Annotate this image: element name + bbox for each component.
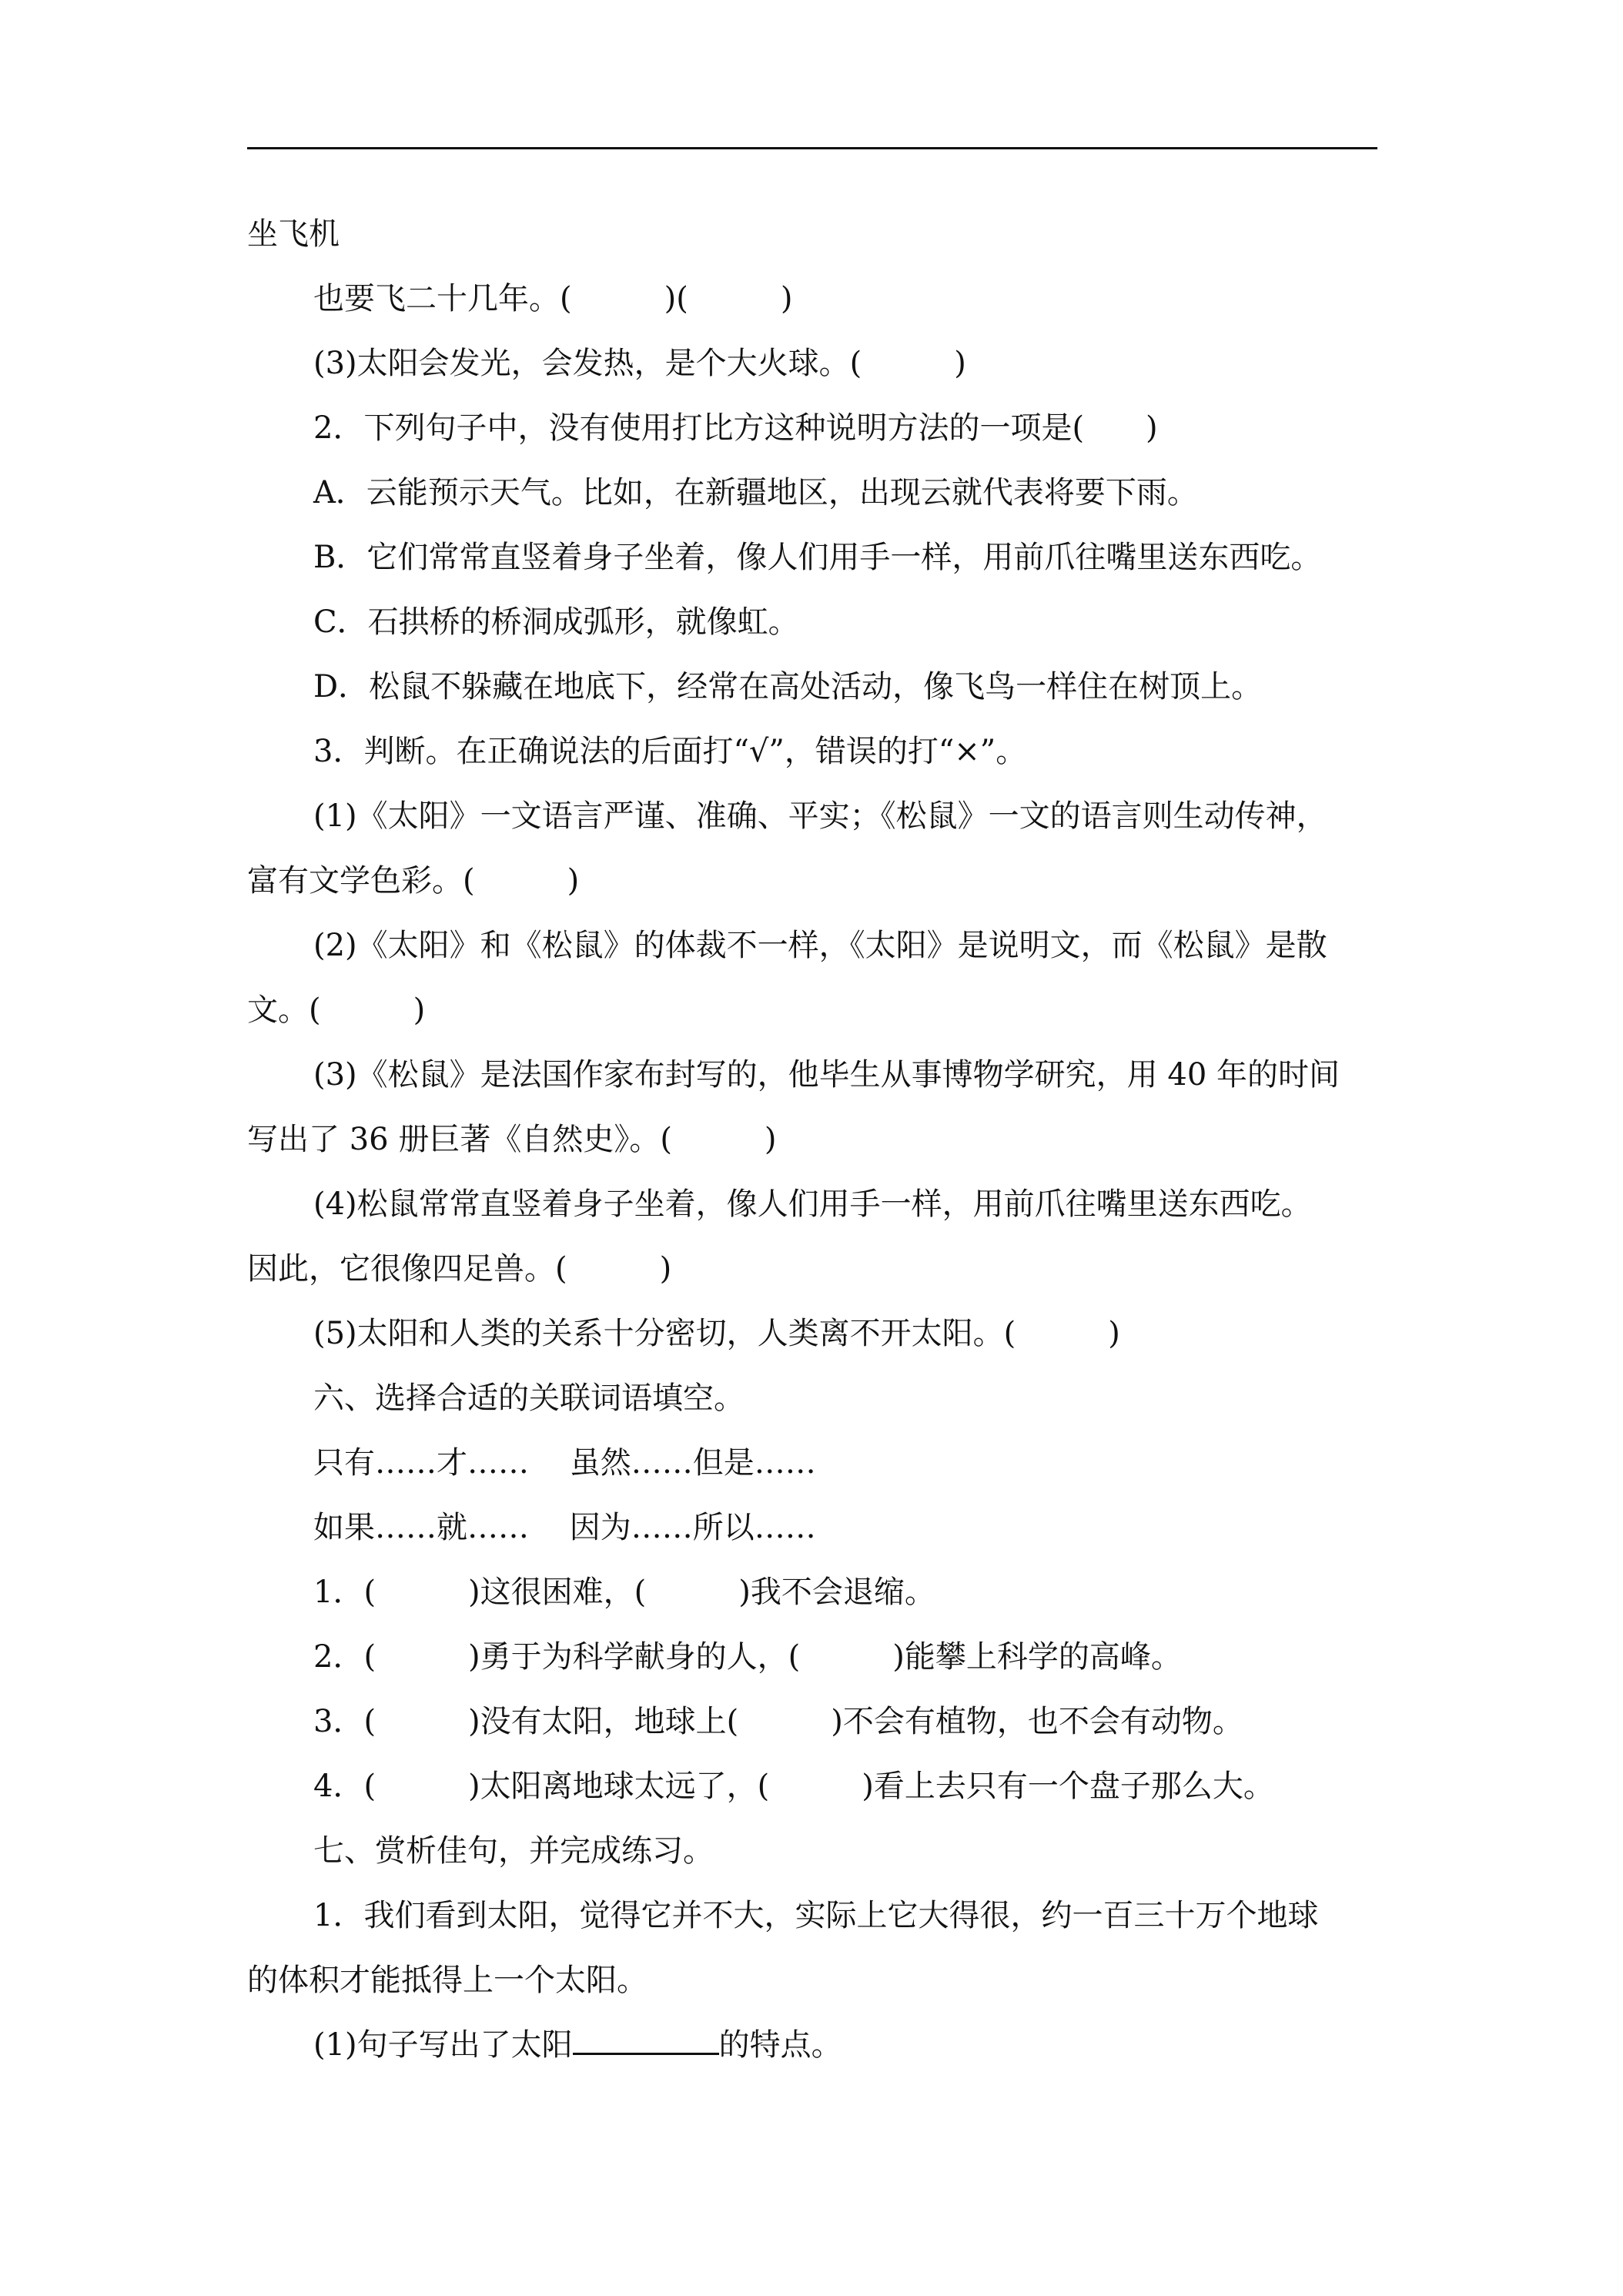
question-2: 2．下列句子中，没有使用打比方这种说明方法的一项是( ) — [313, 410, 1158, 446]
text-line: (4)松鼠常常直竖着身子坐着，像人们用手一样，用前爪往嘴里送东西吃。 — [313, 1186, 1312, 1222]
question-3: 3．判断。在正确说法的后面打“√”，错误的打“×”。 — [313, 734, 1027, 769]
fill-blank-line — [247, 2013, 1377, 2077]
option-a: A．云能预示天气。比如，在新疆地区，出现云就代表将要下雨。 — [313, 475, 1198, 510]
text-line: 坐飞机 — [247, 216, 340, 252]
text-line: (3)《松鼠》是法国作家布封写的，他毕生从事博物学研究，用 40 年的时间 — [313, 1057, 1340, 1093]
header-rule — [247, 147, 1377, 149]
fill-item: 4．( )太阳离地球太远了，( )看上去只有一个盘子那么大。 — [313, 1769, 1274, 1804]
word-options-row: 如果……就…… 因为……所以…… — [313, 1510, 816, 1545]
text-line: 写出了 36 册巨著《自然史》。( ) — [247, 1122, 777, 1157]
text-line: 因此，它很像四足兽。( ) — [247, 1251, 672, 1287]
text-line: 的体积才能抵得上一个太阳。 — [247, 1963, 648, 1998]
text-line: (1)《太阳》一文语言严谨、准确、平实；《松鼠》一文的语言则生动传神， — [313, 798, 1327, 834]
fill-blank-suffix: 的特点。 — [718, 2027, 842, 2063]
fill-blank-prefix: (1)句子写出了太阳 — [313, 2027, 573, 2063]
text-line: 1．我们看到太阳，觉得它并不大，实际上它大得很，约一百三十万个地球 — [313, 1898, 1319, 1933]
option-c: C．石拱桥的桥洞成弧形，就像虹。 — [313, 604, 799, 640]
option-b: B．它们常常直竖着身子坐着，像人们用手一样，用前爪往嘴里送东西吃。 — [313, 540, 1322, 575]
text-line: 也要飞二十几年。( )( ) — [313, 281, 793, 316]
word-options-row: 只有……才…… 虽然……但是…… — [313, 1445, 816, 1481]
text-line: (3)太阳会发光，会发热，是个大火球。( ) — [313, 346, 966, 381]
text-line: 文。( ) — [247, 992, 426, 1028]
text-line: (5)太阳和人类的关系十分密切，人类离不开太阳。( ) — [313, 1316, 1120, 1351]
fill-item: 2．( )勇于为科学献身的人，( )能攀上科学的高峰。 — [313, 1639, 1182, 1675]
answer-blank — [573, 2022, 719, 2055]
option-d: D．松鼠不躲藏在地底下，经常在高处活动，像飞鸟一样住在树顶上。 — [313, 669, 1263, 705]
fill-item: 1．( )这很困难，( )我不会退缩。 — [313, 1575, 935, 1610]
text-line: 富有文学色彩。( ) — [247, 863, 580, 899]
section-heading-6: 六、选择合适的关联词语填空。 — [313, 1381, 745, 1416]
fill-item: 3．( )没有太阳，地球上( )不会有植物，也不会有动物。 — [313, 1704, 1243, 1739]
section-heading-7: 七、赏析佳句，并完成练习。 — [313, 1833, 714, 1869]
text-line: (2)《太阳》和《松鼠》的体裁不一样，《太阳》是说明文，而《松鼠》是散 — [313, 928, 1327, 963]
document-body — [247, 202, 1377, 2077]
